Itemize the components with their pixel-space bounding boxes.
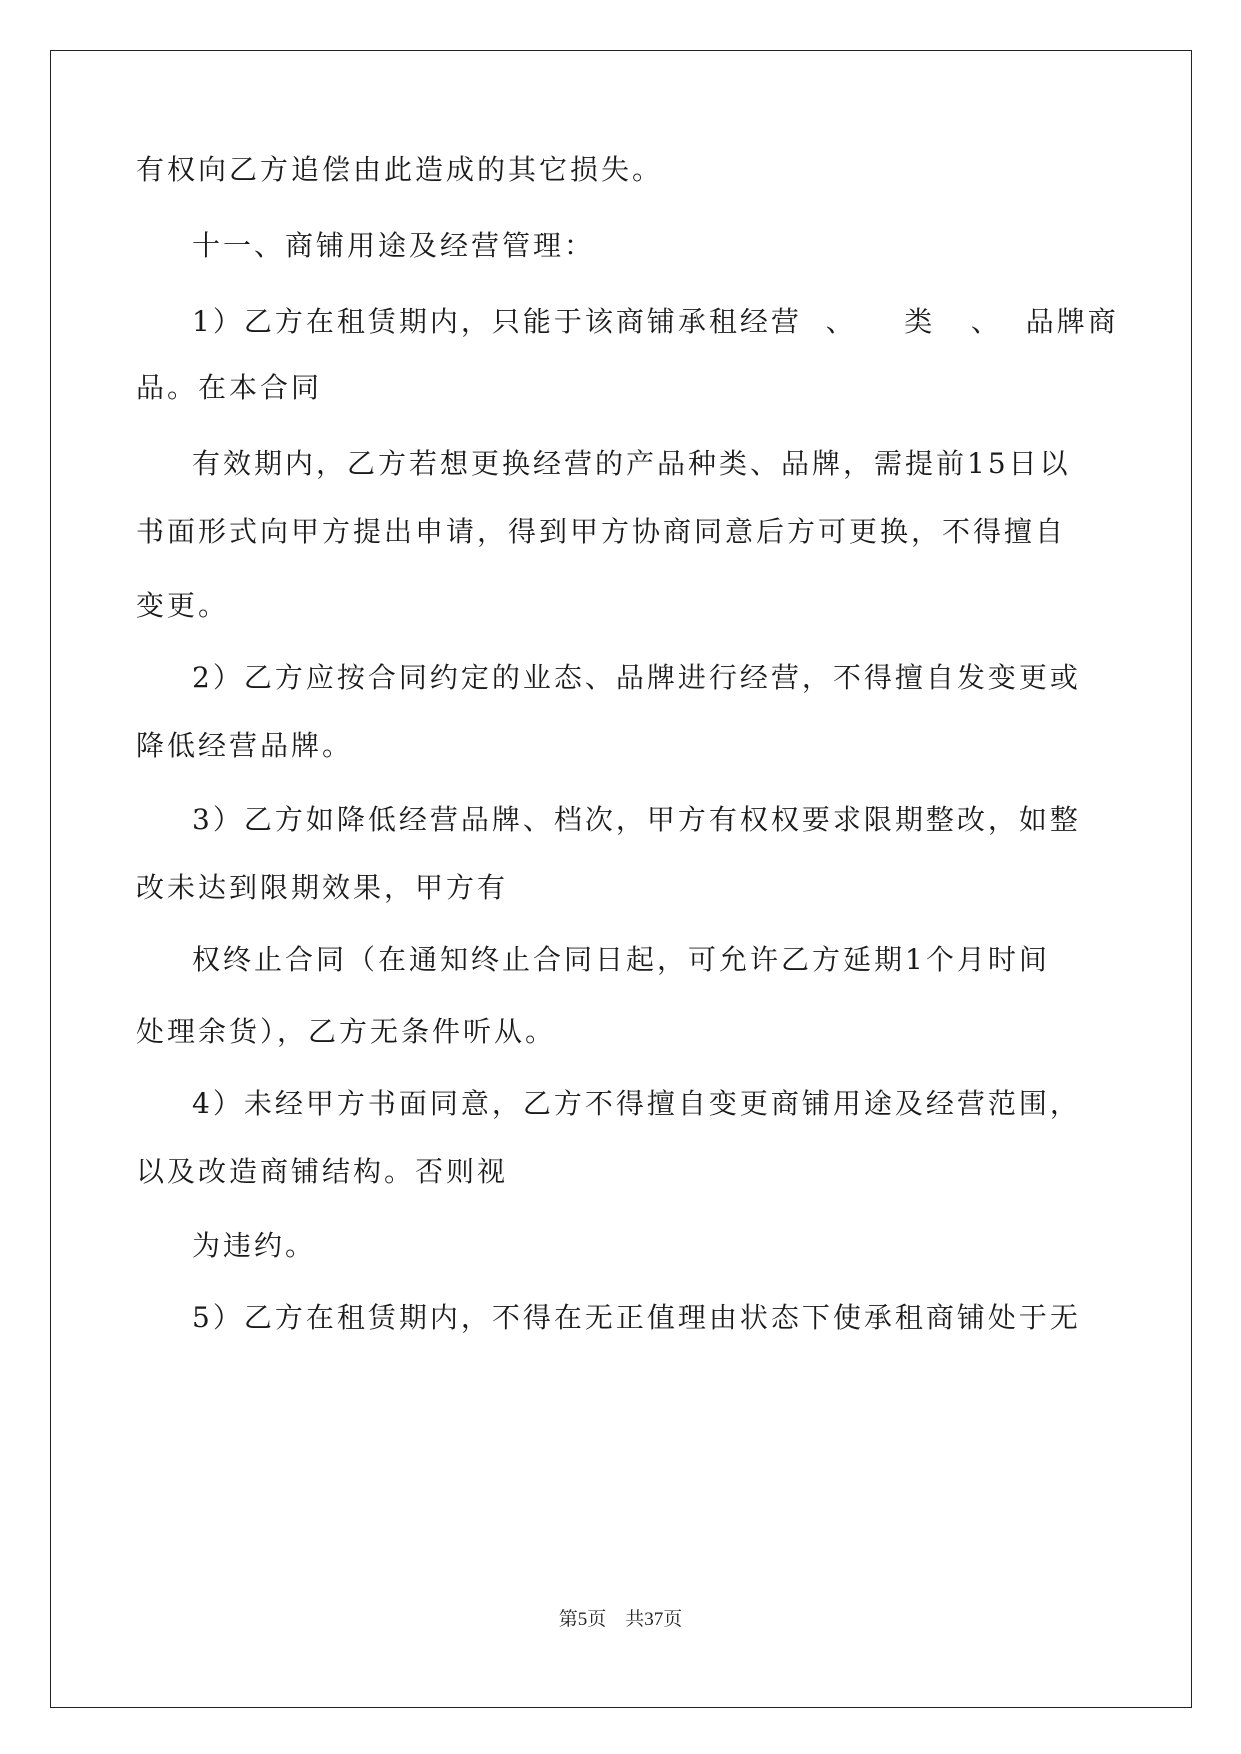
text-line: 4）未经甲方书面同意，乙方不得擅自变更商铺用途及经营范围， [192, 1087, 1081, 1120]
text-line: 有权向乙方追偿由此造成的其它损失。 [136, 153, 664, 186]
text-line: 处理余货），乙方无条件听从。 [136, 1015, 557, 1048]
text-line: 降低经营品牌。 [136, 729, 354, 762]
text-line: 3）乙方如降低经营品牌、档次，甲方有权权要求限期整改，如整 [192, 803, 1081, 836]
section-heading: 十一、商铺用途及经营管理： [192, 229, 596, 262]
page-number-footer: 第5页 共37页 [558, 1609, 683, 1630]
text-line: 品。在本合同 [136, 371, 323, 404]
text-line: 有效期内，乙方若想更换经营的产品种类、品牌，需提前15日以 [192, 447, 1071, 480]
text-line: 书面形式向甲方提出申请，得到甲方协商同意后方可更换，不得擅自 [136, 515, 1067, 548]
text-line: 5）乙方在租赁期内，不得在无正值理由状态下使承租商铺处于无 [192, 1301, 1081, 1334]
text-line: 以及改造商铺结构。否则视 [136, 1155, 509, 1188]
text-line: 权终止合同（在通知终止合同日起，可允许乙方延期1个月时间 [192, 943, 1050, 976]
text-line: 为违约。 [192, 1229, 317, 1262]
text-line: 2）乙方应按合同约定的业态、品牌进行经营，不得擅自发变更或 [192, 661, 1081, 694]
text-line: 变更。 [136, 589, 230, 622]
text-line: 1）乙方在租赁期内，只能于该商铺承租经营 、 类 、 品牌商 [192, 305, 1119, 338]
text-line: 改未达到限期效果，甲方有 [136, 871, 509, 904]
